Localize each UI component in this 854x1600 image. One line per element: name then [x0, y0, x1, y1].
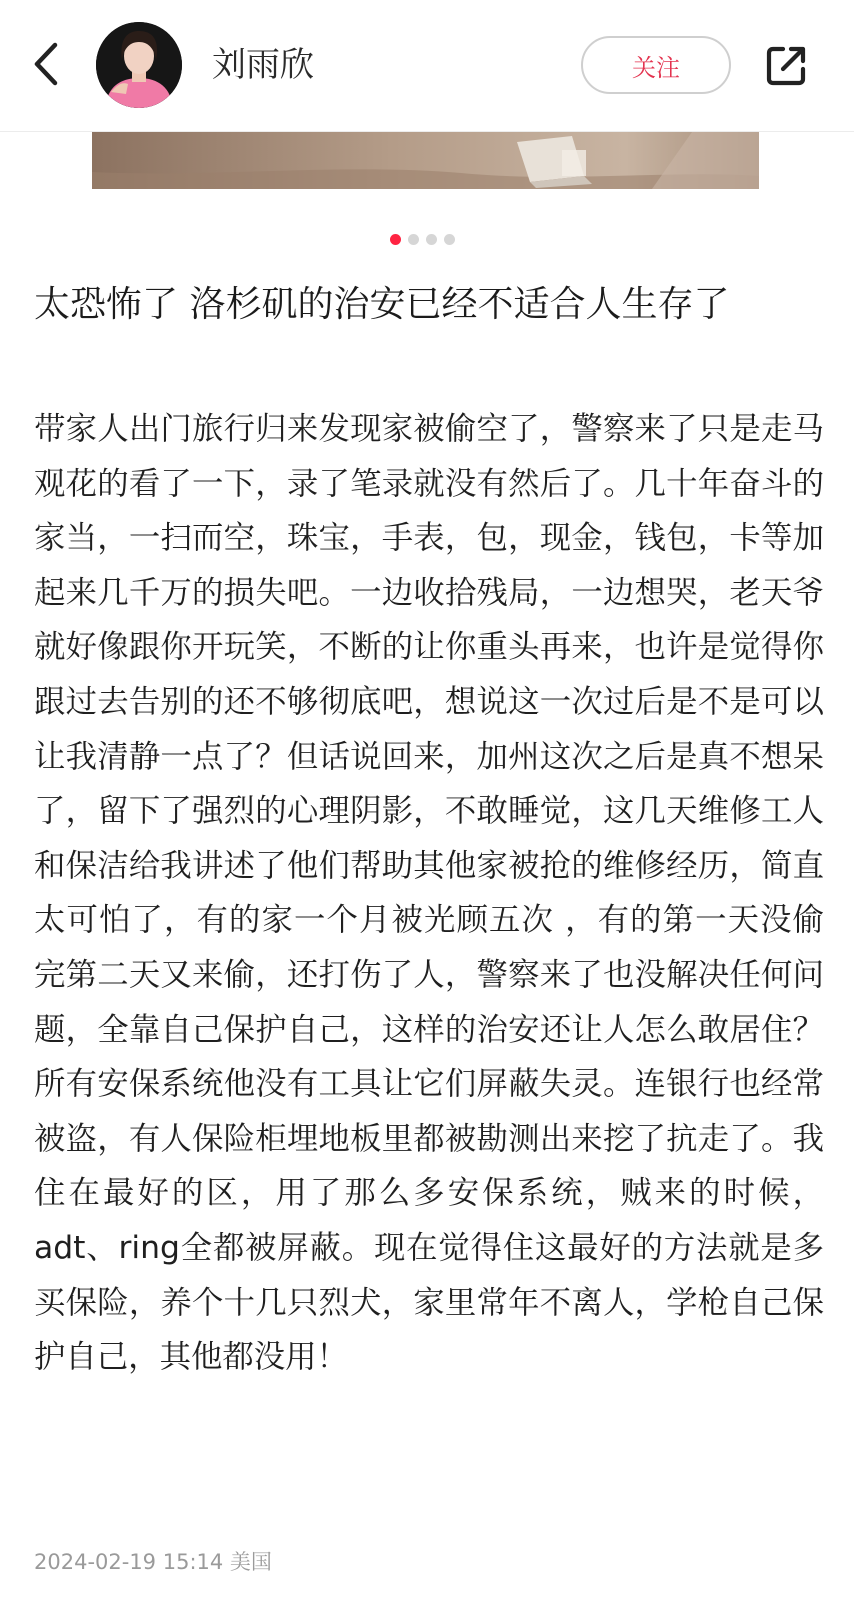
- share-external-icon: [763, 43, 809, 89]
- share-button[interactable]: [760, 40, 812, 92]
- carousel-pagination: [390, 234, 455, 246]
- carousel-dot[interactable]: [426, 234, 437, 245]
- back-button[interactable]: [22, 32, 70, 96]
- post-photo: [92, 132, 759, 189]
- carousel-dot[interactable]: [390, 234, 401, 245]
- post-title: 太恐怖了 洛杉矶的治安已经不适合人生存了: [34, 284, 730, 325]
- chevron-left-icon: [31, 41, 61, 87]
- post-date-location: 2024-02-19 15:14 美国: [34, 1550, 272, 1574]
- carousel-dot[interactable]: [444, 234, 455, 245]
- avatar-image: [96, 22, 182, 108]
- author-name[interactable]: 刘雨欣: [212, 45, 314, 85]
- post-image-carousel[interactable]: [92, 132, 759, 189]
- author-avatar[interactable]: [96, 22, 182, 108]
- follow-button[interactable]: 关注: [581, 36, 731, 94]
- post-body: 带家人出门旅行归来发现家被偷空了，警察来了只是走马观花的看了一下，录了笔录就没有然后了。几十年奋斗的家当，一扫而空，珠宝，手表，包，现金，钱包，卡等加起来几千万的损失吧。一边收拾残局，一边想哭，老天爷就好像跟你开玩笑，不断的让你重头再来，也许是觉得你跟过去告别的还不够彻底吧，想说这一次过后是不是可以让我清静一点了？但话说回来，加州这次之后是真不想呆了，留下了强烈的心理阴影，不敢睡觉，这几天维修工人和保洁给我讲述了他们帮助其他家被抢的维修经历，简直太可怕了，有的家一个月被光顾五次 ，有的第一天没偷完第二天又来偷，还打伤了人，警察来了也没解决任何问题，全靠自己保护自己，这样的治安还让人怎么敢居住？所有安保系统他没有工具让它们屏蔽失灵。连银行也经常被盗，有人保险柜埋地板里都被勘测出来挖了抗走了。我住在最好的区，用了那么多安保系统，贼来的时候，adt、ring全都被屏蔽。现在觉得住这最好的方法就是多买保险，养个十几只烈犬，家里常年不离人，学枪自己保护自己，其他都没用！: [34, 411, 824, 1376]
- carousel-dot[interactable]: [408, 234, 419, 245]
- top-nav-bar: [0, 0, 854, 132]
